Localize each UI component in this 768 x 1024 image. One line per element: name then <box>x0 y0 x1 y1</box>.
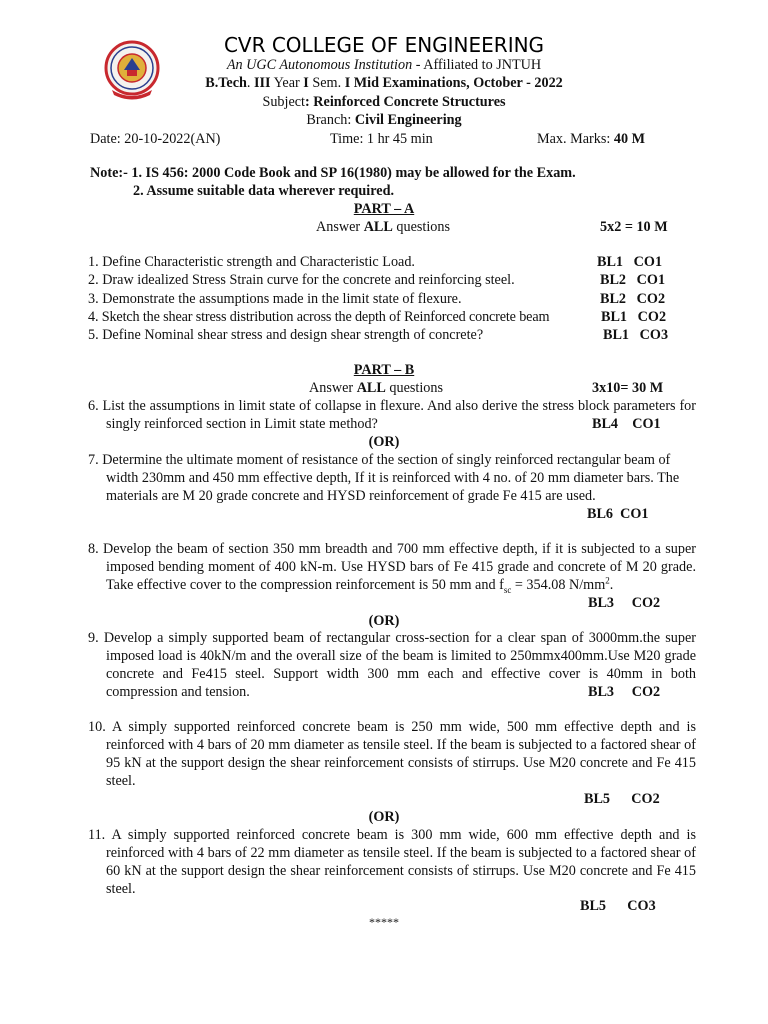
subject-value: : Reinforced Concrete Structures <box>305 94 506 110</box>
question-1-bl: BL1 CO1 <box>597 254 663 270</box>
question-5: 5. Define Nominal shear stress and design shear strength of concrete? <box>88 327 484 343</box>
question-3-bl: BL2 CO2 <box>600 291 666 307</box>
or-separator-2: (OR) <box>368 613 400 629</box>
max-marks <box>537 130 645 148</box>
affiliation: - Affiliated to JNTUH <box>412 57 542 73</box>
instr-all: ALL <box>363 219 393 235</box>
exam-name: I Mid Examinations <box>344 75 467 91</box>
question-11-bl: BL5 CO3 <box>580 898 656 914</box>
institution-line <box>0 56 768 74</box>
note-line-1: Note:- 1. IS 456: 2000 Code Book and SP 16(1980) may be allowed for the Exam. <box>90 165 576 181</box>
instr-pre: Answer <box>309 380 357 396</box>
unit-superscript: 2 <box>605 575 610 586</box>
instr-pre: Answer <box>316 219 364 235</box>
exam-date: Date: 20-10-2022(AN) <box>90 131 221 147</box>
sep: . <box>246 75 254 91</box>
question-7 <box>88 451 686 505</box>
part-a-instruction <box>316 218 450 236</box>
exam-time: Time: 1 hr 45 min <box>330 131 433 147</box>
note-line-2: 2. Assume suitable data wherever required. <box>133 183 395 199</box>
sem-word: Sem. <box>308 75 345 91</box>
part-b-marks: 3x10= 30 M <box>592 380 664 396</box>
max-marks-label: Max. Marks: <box>537 131 614 147</box>
year-word: Year <box>270 75 304 91</box>
question-1: 1. Define Characteristic strength and Characteristic Load. <box>88 254 415 270</box>
instr-post: questions <box>392 219 451 235</box>
part-b-title: PART – B <box>353 362 415 378</box>
subject-line <box>0 93 768 111</box>
branch-line <box>0 111 768 129</box>
question-8 <box>88 540 696 594</box>
part-a-title: PART – A <box>353 201 415 217</box>
or-separator-1: (OR) <box>368 434 400 450</box>
exam-line <box>0 74 768 92</box>
question-7-text: 7. Determine the ultimate moment of resistance of the section of singly reinforced rectangular beam of width 230mm and 450 mm effective depth, If it is reinforced with 4 no. of 20 mm diameter bars. The materials are M 20 grade concrete and HYSD reinforcement of grade Fe 415 are used. <box>88 452 680 504</box>
question-2-bl: BL2 CO1 <box>600 272 666 288</box>
subject-label: Subject <box>262 94 305 110</box>
question-8-end: . <box>609 577 614 593</box>
question-8-bl: BL3 CO2 <box>588 595 661 611</box>
branch-label: Branch: <box>306 112 355 128</box>
year-num: III <box>253 75 271 91</box>
fsc-subscript: sc <box>503 584 512 595</box>
question-11 <box>88 826 696 898</box>
instr-post: questions <box>385 380 444 396</box>
question-7-bl: BL6 CO1 <box>587 506 649 522</box>
question-8-tail: = 354.08 N/mm <box>511 577 606 593</box>
question-3: 3. Demonstrate the assumptions made in the limit state of flexure. <box>88 291 462 307</box>
part-a-marks: 5x2 = 10 M <box>600 219 668 235</box>
question-5-bl: BL1 CO3 <box>603 327 669 343</box>
question-4-bl: BL1 CO2 <box>601 309 667 325</box>
question-6-text: 6. List the assumptions in limit state of collapse in flexure. And also derive the stress block parameters for singly reinforced section in Limit state method? <box>88 398 696 432</box>
or-separator-3: (OR) <box>368 809 400 825</box>
exam-month: , October - 2022 <box>466 75 563 91</box>
question-6-bl: BL4 CO1 <box>592 416 661 432</box>
question-8-text: 8. Develop the beam of section 350 mm breadth and 700 mm effective depth, if it is subjected to a super imposed bending moment of 400 kN-m. Use HYSD bars of Fe 415 grade and concrete of M 20 grade. Take effective cover to the compression reinforcement is 50 mm and f <box>88 541 696 593</box>
question-10-bl: BL5 CO2 <box>584 791 660 807</box>
question-4: 4. Sketch the shear stress distribution across the depth of Reinforced concrete beam <box>88 309 550 325</box>
footer-stars: ***** <box>369 915 399 929</box>
instr-all: ALL <box>356 380 386 396</box>
question-10 <box>88 718 696 790</box>
question-9-text: 9. Develop a simply supported beam of rectangular cross-section for a clear span of 3000mm.the super imposed load is 40kN/m and the overall size of the beam is limited to 250mmx400mm.Use M20 grade concrete and Fe415 steel. Support width 300 mm each and effective cover is 40mm in both compression and tension. <box>88 630 696 700</box>
question-9-bl: BL3 CO2 <box>588 684 661 700</box>
question-11-text: 11. A simply supported reinforced concrete beam is 300 mm wide, 600 mm effective depth and is reinforced with 4 bars of 22 mm diameter as tensile steel. If the beam is subjected to a factored shear of 60 kN at the support design the shear reinforcement consists of stirrups. Use M20 concrete and Fe 415 steel. <box>88 827 696 897</box>
institution-prefix: An UGC Autonomous Institution <box>226 57 413 73</box>
sem-num: I <box>303 75 309 91</box>
college-name: CVR COLLEGE OF ENGINEERING <box>223 33 545 57</box>
branch-value: Civil Engineering <box>354 112 462 128</box>
question-2: 2. Draw idealized Stress Strain curve for the concrete and reinforcing steel. <box>88 272 515 288</box>
max-marks-value: 40 M <box>613 131 645 147</box>
degree: B.Tech <box>205 75 247 91</box>
part-b-instruction <box>309 379 443 397</box>
question-10-text: 10. A simply supported reinforced concrete beam is 250 mm wide, 500 mm effective depth and is reinforced with 4 bars of 20 mm diameter as tensile steel. If the beam is subjected to a factored shear of 95 kN at the support design the shear reinforcement consists of stirrups. Use M20 concrete and Fe 415 steel. <box>88 719 696 789</box>
